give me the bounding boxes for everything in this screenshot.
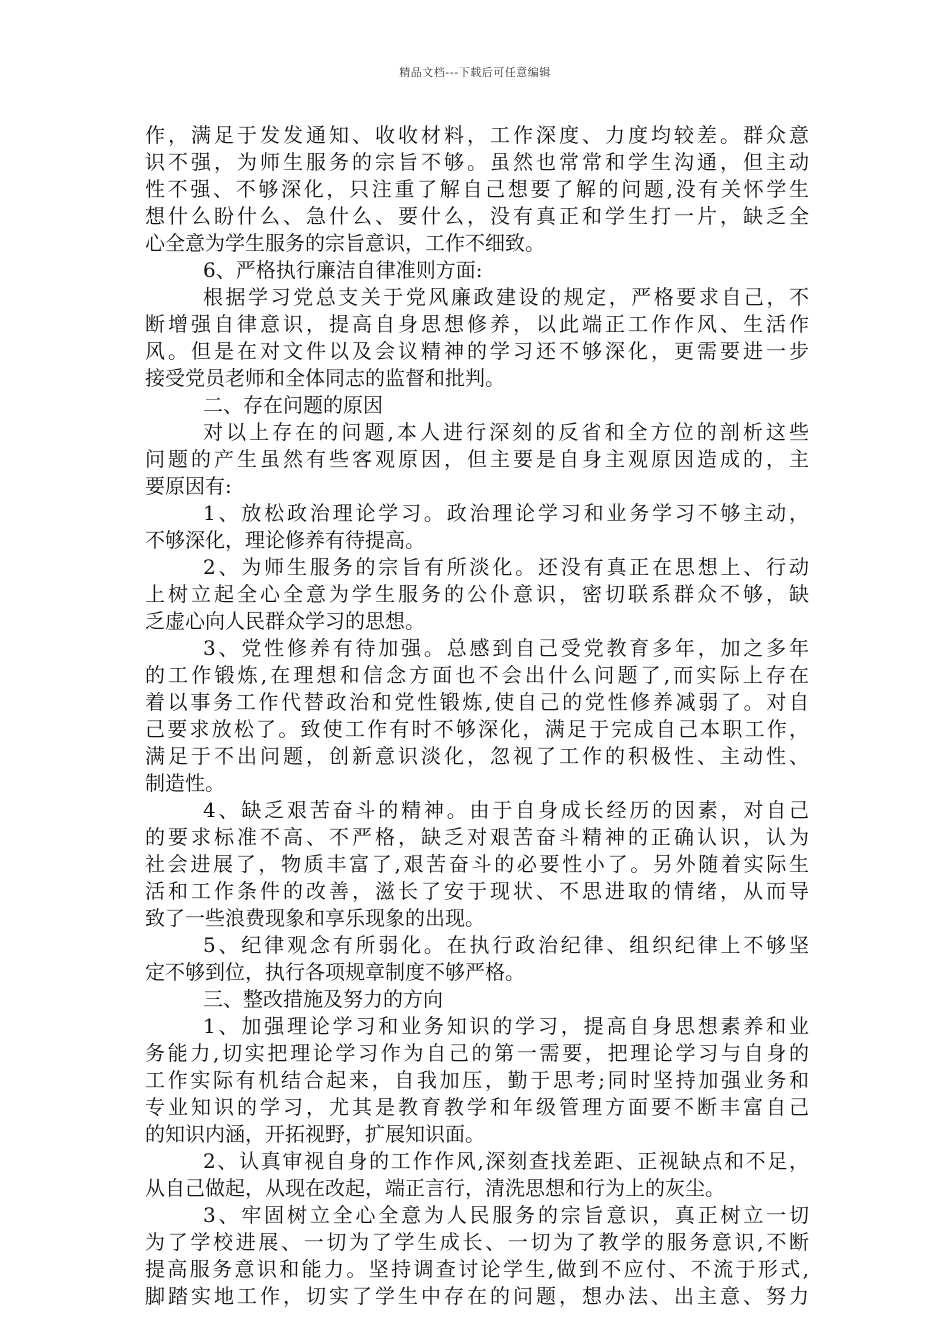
text-line: 1、放松政治理论学习。政治理论学习和业务学习不够主动，	[203, 501, 809, 525]
text-line: 4、缺乏艰苦奋斗的精神。由于自身成长经历的因素，对自己	[203, 798, 809, 822]
text-line: 断增强自律意识，提高自身思想修养，以此端正工作作风、生活作	[145, 312, 809, 336]
text-line: 己要求放松了。致使工作有时不够深化，满足于完成自己本职工作，	[145, 717, 809, 741]
text-line: 性不强、不够深化，只注重了解自己想要了解的问题,没有关怀学生	[145, 177, 809, 201]
text-line: 提高服务意识和能力。坚持调查讨论学生,做到不应付、不流于形式,	[145, 1257, 809, 1281]
text-line: 作，满足于发发通知、收收材料，工作深度、力度均较差。群众意	[145, 123, 809, 147]
text-line: 务能力,切实把理论学习作为自己的第一需要，把理论学习与自身的	[145, 1041, 809, 1065]
text-line: 2、认真审视自身的工作作风,深刻查找差距、正视缺点和不足，	[203, 1149, 809, 1173]
text-line: 专业知识的学习，尤其是教育教学和年级管理方面要不断丰富自己	[145, 1095, 809, 1119]
text-line: 1、加强理论学习和业务知识的学习，提高自身思想素养和业	[203, 1014, 809, 1038]
text-line: 风。但是在对文件以及会议精神的学习还不够深化，更需要进一步	[145, 339, 809, 363]
text-line: 致了一些浪费现象和享乐现象的出现。	[145, 906, 485, 930]
text-line: 3、党性修养有待加强。总感到自己受党教育多年，加之多年	[203, 636, 809, 660]
text-line: 乏虚心向人民群众学习的思想。	[145, 609, 425, 633]
text-line: 从自己做起，从现在改起，端正言行，清洗思想和行为上的灰尘。	[145, 1176, 725, 1200]
text-line: 制造性。	[145, 771, 225, 795]
text-line: 定不够到位，执行各项规章制度不够严格。	[145, 960, 525, 984]
text-line: 二、存在问题的原因	[203, 393, 383, 417]
text-line: 识不强，为师生服务的宗旨不够。虽然也常常和学生沟通，但主动	[145, 150, 809, 174]
text-line: 5、纪律观念有所弱化。在执行政治纪律、组织纪律上不够坚	[203, 933, 809, 957]
text-line: 心全意为学生服务的宗旨意识，工作不细致。	[145, 231, 545, 255]
text-line: 对以上存在的问题,本人进行深刻的反省和全方位的剖析这些	[203, 420, 809, 444]
text-line: 3、牢固树立全心全意为人民服务的宗旨意识，真正树立一切	[203, 1203, 809, 1227]
text-line: 接受党员老师和全体同志的监督和批判。	[145, 366, 505, 390]
text-line: 问题的产生虽然有些客观原因，但主要是自身主观原因造成的，主	[145, 447, 809, 471]
text-line: 上树立起全心全意为学生服务的公仆意识，密切联系群众不够，缺	[145, 582, 809, 606]
text-line: 满足于不出问题，创新意识淡化，忽视了工作的积极性、主动性、	[145, 744, 809, 768]
text-line: 要原因有:	[145, 474, 232, 498]
text-line: 脚踏实地工作，切实了学生中存在的问题，想办法、出主意、努力	[145, 1284, 809, 1308]
text-line: 为了学校进展、一切为了学生成长、一切为了教学的服务意识,不断	[145, 1230, 809, 1254]
text-line: 着以事务工作代替政治和党性锻炼,使自己的党性修养减弱了。对自	[145, 690, 809, 714]
text-line: 的要求标准不高、不严格，缺乏对艰苦奋斗精神的正确认识，认为	[145, 825, 809, 849]
text-line: 不够深化，理论修养有待提高。	[145, 528, 425, 552]
text-line: 的知识内涵，开拓视野，扩展知识面。	[145, 1122, 485, 1146]
text-line: 社会进展了，物质丰富了,艰苦奋斗的必要性小了。另外随着实际生	[145, 852, 809, 876]
page-header: 精品文档---下载后可任意编辑	[399, 66, 551, 79]
text-line: 的工作锻炼,在理想和信念方面也不会出什么问题了,而实际上存在	[145, 663, 809, 687]
text-line: 想什么盼什么、急什么、要什么，没有真正和学生打一片，缺乏全	[145, 204, 809, 228]
text-line: 三、整改措施及努力的方向	[203, 987, 443, 1011]
text-line: 2、为师生服务的宗旨有所淡化。还没有真正在思想上、行动	[203, 555, 809, 579]
text-line: 工作实际有机结合起来，自我加压，勤于思考;同时坚持加强业务和	[145, 1068, 809, 1092]
text-line: 6、严格执行廉洁自律准则方面:	[203, 258, 483, 282]
document-body	[145, 122, 809, 1310]
text-line: 根据学习党总支关于党风廉政建设的规定，严格要求自己，不	[203, 285, 809, 309]
text-line: 活和工作条件的改善，滋长了安于现状、不思进取的情绪，从而导	[145, 879, 809, 903]
